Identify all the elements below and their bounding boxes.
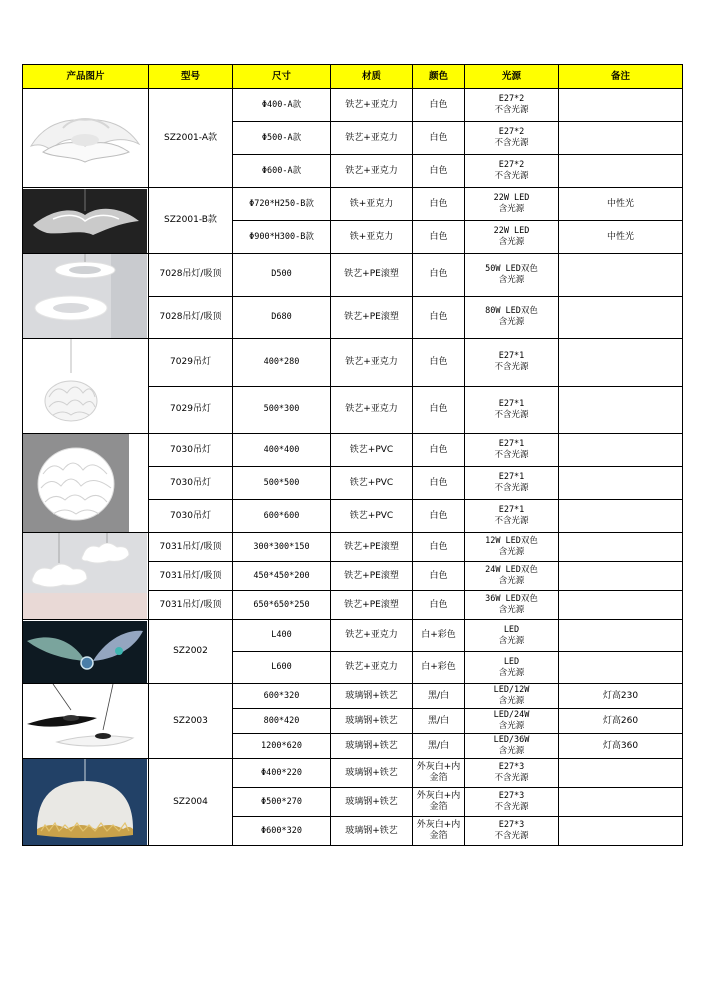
- note-cell: [559, 562, 683, 591]
- material-cell: 铁艺+PE滚塑: [331, 591, 413, 620]
- light-line: 含光源: [498, 547, 525, 557]
- light-line: 不含光源: [494, 138, 529, 148]
- model-cell: 7030吊灯: [149, 434, 233, 467]
- material-cell: 铁+亚克力: [331, 188, 413, 221]
- material-cell: 玻璃钢+铁艺: [331, 734, 413, 759]
- model-cell: SZ2001-B款: [149, 188, 233, 254]
- header-row: [23, 65, 683, 89]
- color-cell: [413, 817, 465, 846]
- light-cell: [465, 122, 559, 155]
- header-note: 备注: [559, 65, 683, 89]
- material-cell: 玻璃钢+铁艺: [331, 684, 413, 709]
- disc-lamp-image: [23, 684, 147, 758]
- light-line: 36W LED双色: [485, 594, 538, 604]
- color-line: 金箔: [429, 773, 448, 783]
- wing-lamp-image: [23, 621, 147, 683]
- table-row: [23, 684, 683, 709]
- material-cell: 铁艺+亚克力: [331, 652, 413, 684]
- color-cell: 白色: [413, 254, 465, 297]
- header-color: 颜色: [413, 65, 465, 89]
- light-cell: [465, 221, 559, 254]
- material-cell: 铁艺+亚克力: [331, 155, 413, 188]
- light-line: 12W LED双色: [485, 536, 538, 546]
- model-cell: 7028吊灯/吸顶: [149, 254, 233, 297]
- color-cell: 白色: [413, 339, 465, 387]
- material-cell: 铁艺+亚克力: [331, 89, 413, 122]
- size-cell: Φ600-A款: [233, 155, 331, 188]
- color-cell: 白色: [413, 188, 465, 221]
- size-cell: 650*650*250: [233, 591, 331, 620]
- note-cell: 灯高260: [559, 709, 683, 734]
- size-cell: 450*450*200: [233, 562, 331, 591]
- color-cell: 白色: [413, 155, 465, 188]
- material-cell: 铁艺+亚克力: [331, 122, 413, 155]
- size-cell: Φ900*H300-B款: [233, 221, 331, 254]
- color-line: 金箔: [429, 831, 448, 841]
- header-light: 光源: [465, 65, 559, 89]
- model-cell: 7028吊灯/吸顶: [149, 296, 233, 339]
- light-line: LED: [503, 656, 520, 667]
- note-cell: [559, 296, 683, 339]
- product-image: [23, 620, 149, 684]
- product-image: [23, 434, 149, 533]
- color-cell: 白色: [413, 467, 465, 500]
- light-line: E27*2: [498, 94, 525, 104]
- material-cell: 铁艺+PVC: [331, 467, 413, 500]
- light-line: LED/12W: [493, 685, 530, 695]
- light-line: 不含光源: [494, 802, 529, 812]
- petal-lamp-image: [23, 106, 147, 170]
- light-line: 含光源: [498, 667, 525, 678]
- note-cell: [559, 467, 683, 500]
- material-cell: 铁艺+PE滚塑: [331, 296, 413, 339]
- color-cell: 白色: [413, 89, 465, 122]
- light-cell: [465, 562, 559, 591]
- note-cell: [559, 122, 683, 155]
- light-line: 含光源: [498, 605, 525, 615]
- light-line: 含光源: [498, 204, 525, 214]
- light-line: E27*2: [498, 127, 525, 137]
- note-cell: [559, 500, 683, 533]
- color-cell: 黑/白: [413, 684, 465, 709]
- color-cell: 白色: [413, 386, 465, 434]
- light-line: 80W LED双色: [485, 306, 538, 317]
- light-cell: [465, 652, 559, 684]
- color-cell: 黑/白: [413, 709, 465, 734]
- color-cell: 白色: [413, 221, 465, 254]
- size-cell: 600*600: [233, 500, 331, 533]
- note-cell: [559, 339, 683, 387]
- material-cell: 玻璃钢+铁艺: [331, 709, 413, 734]
- light-line: 含光源: [498, 696, 525, 706]
- light-line: 含光源: [498, 746, 525, 756]
- material-cell: 铁艺+亚克力: [331, 620, 413, 652]
- table-row: [23, 533, 683, 562]
- size-cell: 300*300*150: [233, 533, 331, 562]
- model-cell: 7030吊灯: [149, 467, 233, 500]
- light-line: 含光源: [498, 721, 525, 731]
- product-image: [23, 533, 149, 620]
- light-line: 不含光源: [494, 105, 529, 115]
- size-cell: 1200*620: [233, 734, 331, 759]
- material-cell: 铁艺+PE滚塑: [331, 533, 413, 562]
- light-line: 不含光源: [494, 516, 529, 526]
- size-cell: 800*420: [233, 709, 331, 734]
- material-cell: 铁艺+PVC: [331, 500, 413, 533]
- model-cell: 7030吊灯: [149, 500, 233, 533]
- light-cell: [465, 339, 559, 387]
- size-cell: 500*500: [233, 467, 331, 500]
- product-image: [23, 759, 149, 846]
- size-cell: L600: [233, 652, 331, 684]
- light-line: 50W LED双色: [485, 263, 538, 274]
- light-line: 含光源: [498, 237, 525, 247]
- light-line: 不含光源: [494, 409, 529, 420]
- color-cell: 白+彩色: [413, 652, 465, 684]
- color-cell: 白色: [413, 296, 465, 339]
- light-cell: [465, 89, 559, 122]
- color-cell: 白色: [413, 500, 465, 533]
- light-cell: [465, 254, 559, 297]
- size-cell: 400*280: [233, 339, 331, 387]
- light-line: E27*3: [498, 762, 525, 772]
- material-cell: 铁艺+PE滚塑: [331, 254, 413, 297]
- product-image: [23, 339, 149, 434]
- light-cell: [465, 591, 559, 620]
- size-cell: Φ500*270: [233, 788, 331, 817]
- note-cell: [559, 591, 683, 620]
- model-cell: 7029吊灯: [149, 386, 233, 434]
- model-cell: SZ2004: [149, 759, 233, 846]
- table-row: [23, 339, 683, 387]
- size-cell: D680: [233, 296, 331, 339]
- light-line: 不含光源: [494, 483, 529, 493]
- color-cell: 白+彩色: [413, 620, 465, 652]
- artichoke-lamp-image: [23, 434, 147, 532]
- light-cell: [465, 155, 559, 188]
- size-cell: 500*300: [233, 386, 331, 434]
- color-cell: 白色: [413, 591, 465, 620]
- size-cell: Φ720*H250-B款: [233, 188, 331, 221]
- header-model: 型号: [149, 65, 233, 89]
- note-cell: [559, 759, 683, 788]
- light-cell: [465, 788, 559, 817]
- size-cell: Φ600*320: [233, 817, 331, 846]
- note-cell: [559, 817, 683, 846]
- product-image: [23, 254, 149, 339]
- light-line: 含光源: [498, 317, 525, 328]
- table-row: [23, 759, 683, 788]
- light-line: 含光源: [498, 576, 525, 586]
- size-cell: D500: [233, 254, 331, 297]
- product-image: [23, 89, 149, 188]
- cloud-lamp-image: [23, 533, 147, 619]
- light-line: 含光源: [498, 274, 525, 285]
- light-line: E27*1: [498, 351, 525, 362]
- product-table: [22, 64, 683, 846]
- note-cell: [559, 254, 683, 297]
- light-cell: [465, 620, 559, 652]
- product-image: [23, 684, 149, 759]
- model-cell: 7031吊灯/吸顶: [149, 591, 233, 620]
- header-size: 尺寸: [233, 65, 331, 89]
- note-cell: 灯高360: [559, 734, 683, 759]
- model-cell: 7031吊灯/吸顶: [149, 533, 233, 562]
- note-cell: [559, 788, 683, 817]
- note-cell: 灯高230: [559, 684, 683, 709]
- color-line: 外灰白+内: [416, 762, 461, 772]
- light-line: LED/24W: [493, 710, 530, 720]
- light-cell: [465, 434, 559, 467]
- material-cell: 玻璃钢+铁艺: [331, 788, 413, 817]
- header-material: 材质: [331, 65, 413, 89]
- size-cell: Φ400-A款: [233, 89, 331, 122]
- light-cell: [465, 188, 559, 221]
- cloud-ring-lamp-image: [23, 254, 147, 338]
- light-line: E27*1: [498, 472, 525, 482]
- light-cell: [465, 817, 559, 846]
- light-line: 不含光源: [494, 171, 529, 181]
- color-line: 外灰白+内: [416, 820, 461, 830]
- material-cell: 玻璃钢+铁艺: [331, 817, 413, 846]
- light-line: LED/36W: [493, 735, 530, 745]
- material-cell: 铁+亚克力: [331, 221, 413, 254]
- table-row: [23, 434, 683, 467]
- light-cell: [465, 533, 559, 562]
- material-cell: 铁艺+PVC: [331, 434, 413, 467]
- light-line: 不含光源: [494, 362, 529, 373]
- light-cell: [465, 386, 559, 434]
- color-line: 外灰白+内: [416, 791, 461, 801]
- light-cell: [465, 467, 559, 500]
- light-cell: [465, 684, 559, 709]
- size-cell: 600*320: [233, 684, 331, 709]
- table-row: [23, 89, 683, 122]
- light-line: 不含光源: [494, 450, 529, 460]
- product-image: [23, 188, 149, 254]
- petal-ball-lamp-image: [23, 339, 147, 433]
- light-line: E27*1: [498, 505, 525, 515]
- light-line: 不含光源: [494, 831, 529, 841]
- light-cell: [465, 500, 559, 533]
- light-line: E27*2: [498, 160, 525, 170]
- note-cell: [559, 386, 683, 434]
- light-line: LED: [503, 624, 520, 635]
- header-image: 产品图片: [23, 65, 149, 89]
- light-line: 22W LED: [493, 226, 530, 236]
- note-cell: [559, 620, 683, 652]
- color-cell: 白色: [413, 562, 465, 591]
- model-cell: 7029吊灯: [149, 339, 233, 387]
- color-line: 金箔: [429, 802, 448, 812]
- note-cell: [559, 155, 683, 188]
- dome-lamp-image: [23, 759, 147, 845]
- material-cell: 铁艺+亚克力: [331, 339, 413, 387]
- light-line: 不含光源: [494, 773, 529, 783]
- color-cell: [413, 759, 465, 788]
- table-row: [23, 254, 683, 297]
- light-line: E27*3: [498, 820, 525, 830]
- light-line: E27*1: [498, 398, 525, 409]
- model-cell: 7031吊灯/吸顶: [149, 562, 233, 591]
- light-cell: [465, 709, 559, 734]
- size-cell: Φ500-A款: [233, 122, 331, 155]
- light-cell: [465, 734, 559, 759]
- note-cell: [559, 652, 683, 684]
- light-line: E27*3: [498, 791, 525, 801]
- light-line: 含光源: [498, 635, 525, 646]
- model-cell: SZ2003: [149, 684, 233, 759]
- model-cell: SZ2002: [149, 620, 233, 684]
- color-cell: [413, 788, 465, 817]
- acrylic-lamp-image: [23, 189, 147, 253]
- material-cell: 铁艺+亚克力: [331, 386, 413, 434]
- light-line: 24W LED双色: [485, 565, 538, 575]
- light-cell: [465, 296, 559, 339]
- size-cell: Φ400*220: [233, 759, 331, 788]
- note-cell: 中性光: [559, 188, 683, 221]
- material-cell: 玻璃钢+铁艺: [331, 759, 413, 788]
- note-cell: [559, 89, 683, 122]
- table-row: [23, 620, 683, 652]
- material-cell: 铁艺+PE滚塑: [331, 562, 413, 591]
- color-cell: 白色: [413, 434, 465, 467]
- note-cell: [559, 434, 683, 467]
- note-cell: 中性光: [559, 221, 683, 254]
- color-cell: 白色: [413, 533, 465, 562]
- light-line: E27*1: [498, 439, 525, 449]
- note-cell: [559, 533, 683, 562]
- size-cell: 400*400: [233, 434, 331, 467]
- table-row: [23, 188, 683, 221]
- light-cell: [465, 759, 559, 788]
- light-line: 22W LED: [493, 193, 530, 203]
- color-cell: 黑/白: [413, 734, 465, 759]
- color-cell: 白色: [413, 122, 465, 155]
- size-cell: L400: [233, 620, 331, 652]
- model-cell: SZ2001-A款: [149, 89, 233, 188]
